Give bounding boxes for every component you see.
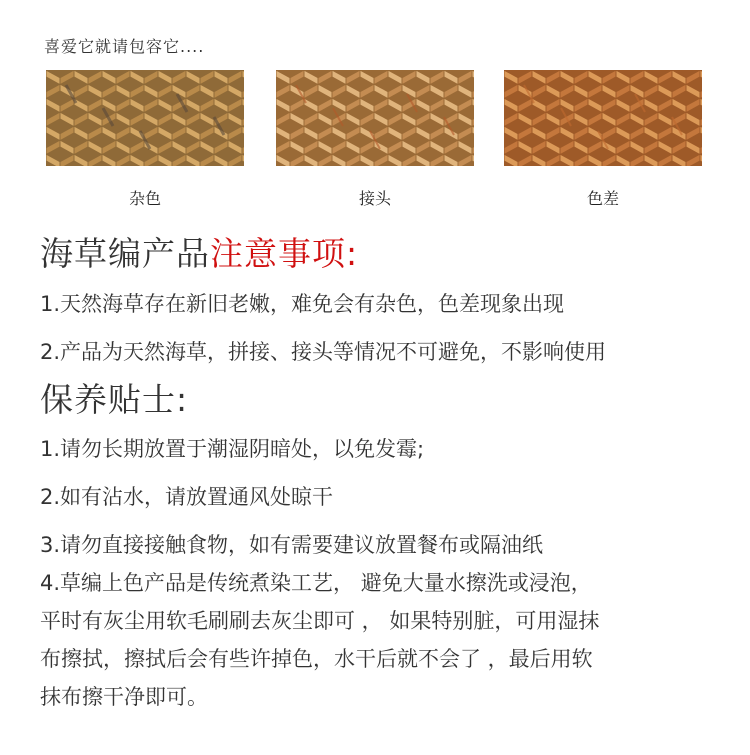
notice-item-2: 2.产品为天然海草，拼接、接头等情况不可避免，不影响使用	[40, 340, 607, 364]
care-item-4-line: 平时有灰尘用软毛刷刷去灰尘即可 ， 如果特别脏，可用湿抹	[40, 609, 600, 633]
care-heading: 保养贴士:	[40, 380, 189, 419]
seagrass-swatch-joint	[276, 70, 474, 166]
notice-item-1: 1.天然海草存在新旧老嫩，难免会有杂色，色差现象出现	[40, 292, 565, 316]
swatch-caption-joint: 接头	[358, 189, 391, 208]
weave-texture	[504, 70, 702, 166]
care-item-2: 2.如有沾水，请放置通风处晾干	[40, 485, 334, 509]
notice-heading-highlight: 注意事项:	[210, 234, 359, 273]
care-item-3: 3.请勿直接接触食物，如有需要建议放置餐布或隔油纸	[40, 533, 544, 557]
weave-texture	[276, 70, 474, 166]
care-item-4-line: 布擦拭，擦拭后会有些许掉色，水干后就不会了 ，最后用软	[40, 647, 593, 671]
swatch-caption-mixed-color: 杂色	[128, 189, 161, 208]
care-item-4-line: 抹布擦干净即可。	[40, 685, 208, 709]
intro-text: 喜爱它就请包容它....	[44, 37, 205, 56]
notice-heading-plain: 海草编产品	[40, 234, 210, 273]
care-item-4-line: 4.草编上色产品是传统煮染工艺， 避免大量水擦洗或浸泡，	[40, 571, 592, 595]
seagrass-swatch-mixed-color	[46, 70, 244, 166]
swatch-caption-color-difference: 色差	[586, 189, 619, 208]
care-item-4	[40, 564, 710, 716]
seagrass-swatch-color-difference	[504, 70, 702, 166]
notice-heading	[40, 228, 358, 275]
weave-texture	[46, 70, 244, 166]
care-item-1: 1.请勿长期放置于潮湿阴暗处，以免发霉;	[40, 437, 425, 461]
